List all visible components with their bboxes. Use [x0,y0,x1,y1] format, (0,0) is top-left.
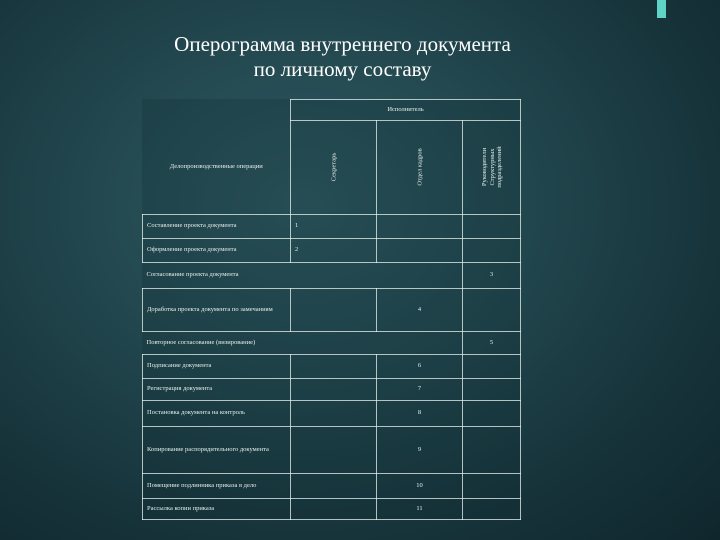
operation-label: Постановка документа на контроль [143,400,291,426]
title-line-2: по личному составу [253,57,432,82]
header-blank [143,100,291,121]
empty-cell [291,289,377,332]
empty-cell [377,262,463,288]
empty-cell [291,354,377,378]
operogram-table [142,99,521,520]
table-row [143,400,521,426]
operation-label: Оформление проекта документа [143,238,291,262]
step-number: 3 [463,262,521,288]
column-label-hr-department: Отдел кадров [415,148,423,187]
table-row [143,473,521,498]
executors-header-row [143,100,521,121]
table-row [143,289,521,332]
empty-cell [291,473,377,498]
step-number: 11 [377,498,463,519]
empty-cell [377,214,463,238]
column-label-secretary: Секретарь [329,153,337,182]
table-row [143,498,521,519]
operation-label: Регистрация документа [143,378,291,400]
column-header-row [143,120,521,214]
operation-label: Согласование проекта документа [146,271,239,279]
operation-label: Доработка проекта документа по замечаниям [143,289,291,332]
step-number: 10 [377,473,463,498]
table-row [143,354,521,378]
empty-cell [463,498,521,519]
table-row [143,262,521,288]
empty-cell [291,498,377,519]
step-number: 4 [377,289,463,332]
column-header-secretary [291,120,377,214]
accent-marker [657,0,666,18]
empty-cell [291,400,377,426]
empty-cell [463,354,521,378]
table-row [143,426,521,473]
step-number: 9 [377,426,463,473]
empty-cell [463,400,521,426]
operation-label: Рассылка копии приказа [143,498,291,519]
page-title [90,32,595,82]
empty-cell [377,238,463,262]
executors-label: Исполнитель [291,100,521,121]
empty-cell [463,473,521,498]
operation-label: Копирование распорядительного документа [143,426,291,473]
operation-label: Помещение подлинника приказа в дело [143,473,291,498]
empty-cell [463,214,521,238]
step-number: 1 [291,214,377,238]
step-number: 7 [377,378,463,400]
step-number: 6 [377,354,463,378]
empty-cell [291,378,377,400]
empty-cell [291,426,377,473]
empty-cell [463,426,521,473]
empty-cell [463,378,521,400]
column-header-unit-heads [463,120,521,214]
table-row [143,378,521,400]
empty-cell [463,238,521,262]
empty-cell [377,331,463,354]
operation-label: Повторное согласование (визирование) [146,338,256,346]
empty-cell [463,289,521,332]
table-row [143,214,521,238]
operations-header: Делопроизводственные операции [169,163,263,171]
table-row [143,331,521,354]
column-label-unit-heads: Руководители Структурных подразделений [480,146,503,188]
title-line-1: Оперограмма внутреннего документа [174,32,511,57]
step-number: 2 [291,238,377,262]
table-row [143,238,521,262]
operation-label: Подписание документа [143,354,291,378]
column-header-hr-department [377,120,463,214]
step-number: 5 [463,331,521,354]
operation-label: Составление проекта документа [143,214,291,238]
step-number: 8 [377,400,463,426]
